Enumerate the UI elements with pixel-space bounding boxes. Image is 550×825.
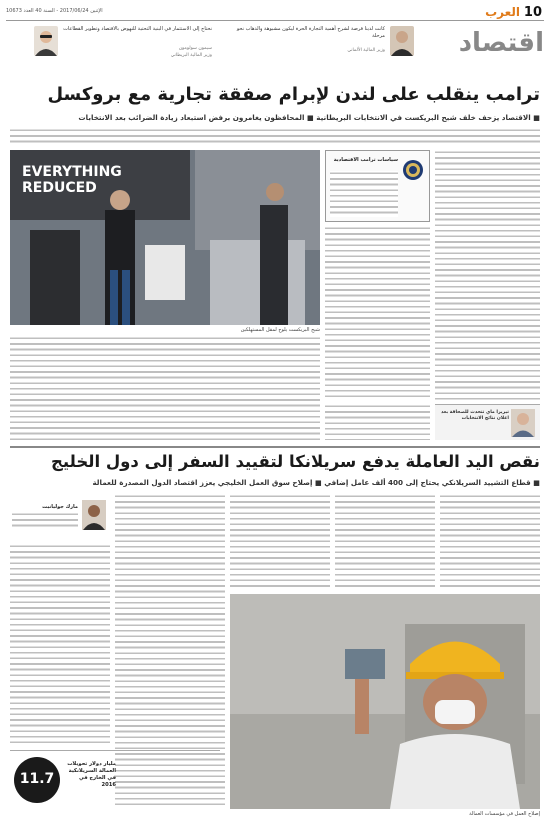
stat-box: [10, 750, 220, 808]
minister-quote: كانت لدينا فرصة لشرح أهمية التجارة الحرة ليكون مشبوهة والذهاب نحو مرحلة: [236, 26, 385, 39]
article1-column-right: [435, 150, 540, 400]
article1-column-mid-bottom: [325, 404, 430, 440]
article1-column-mid: [325, 226, 430, 400]
article2-column-1: [440, 494, 540, 590]
article2-headline: نقص اليد العاملة يدفع سريلانكا لتقييد السفر إلى دول الخليج: [51, 452, 540, 471]
masthead-logo: العرب: [485, 5, 520, 19]
minister-role: وزير المالية الألماني: [347, 48, 385, 53]
article1-subheadline: ■ الاقتصاد يزحف خلف شبح البريكست في الانتخابات البريطانية ■ المحافظون يغامرون برفض استبعاد زيادة الضرائب بعد الانتخابات: [78, 113, 540, 122]
header-divider: [6, 20, 544, 21]
article-divider: [10, 446, 540, 448]
sidebar-label: سياسات ترامب الاقتصادية: [333, 157, 398, 163]
left-person-photo: [34, 26, 58, 56]
article1-headline: ترامب ينقلب على لندن لإبرام صفقة تجارية مع بروكسل: [47, 84, 540, 105]
article1-photo: [10, 150, 320, 325]
pull-quote-box: [435, 404, 540, 440]
sidebar-text: [330, 171, 398, 217]
article2-photo: [230, 594, 540, 809]
stat-number: 11.7: [19, 771, 55, 787]
left-person-name: سيمون سولومون: [178, 46, 212, 51]
article2-column-3: [230, 494, 330, 590]
article2-photo-caption: إصلاح العمل في مؤسسات العمالة: [469, 811, 540, 817]
section-title: اقتصاد: [458, 28, 544, 58]
page-number: 10: [523, 5, 542, 20]
author-photo: [82, 500, 106, 530]
page-header: [0, 0, 550, 78]
article2-column-2: [335, 494, 435, 590]
date-line: الإثنين 2017/06/24 - السنة 40 العدد 10673: [6, 8, 103, 14]
article2-column-5: [10, 544, 110, 744]
politician-photo: [511, 409, 535, 437]
stat-text: مليار دولار تحويلات العمالة السريلانكية في الخارج في 2016: [67, 761, 116, 788]
minister-photo: [390, 26, 414, 56]
left-person-role: وزير المالية البريطاني: [170, 53, 212, 58]
sidebar-box: [325, 150, 430, 222]
article2-subheadline: ■ قطاع التشييد السريلانكي يحتاج إلى 400 ألف عامل إضافي ■ إصلاح سوق العمل الخليجي يعزز اقتصاد الدول المصدرة للعمالة: [92, 478, 540, 487]
store-sign-text: EVERYTHING REDUCED: [22, 164, 122, 196]
left-quote: نحتاج إلى الاستثمار في البنية التحتية للنهوض بالاقتصاد وتطوير القطاعات: [63, 26, 212, 32]
author-box: [10, 494, 110, 540]
presidential-seal-icon: [402, 159, 424, 181]
article1-columns-lower: [10, 336, 320, 440]
author-bio: [12, 512, 78, 528]
article1-photo-caption: شبح البريكست يلوح لمقل المستهلكين: [240, 327, 320, 333]
pull-quote-text: تيريزا ماي تتحدث للصحافة بعد اعلان نتائج الانتخابات: [441, 410, 509, 421]
article1-lead-text: [10, 128, 540, 144]
author-name: مارك جوليانيت: [42, 504, 78, 510]
stat-circle: [14, 757, 60, 803]
